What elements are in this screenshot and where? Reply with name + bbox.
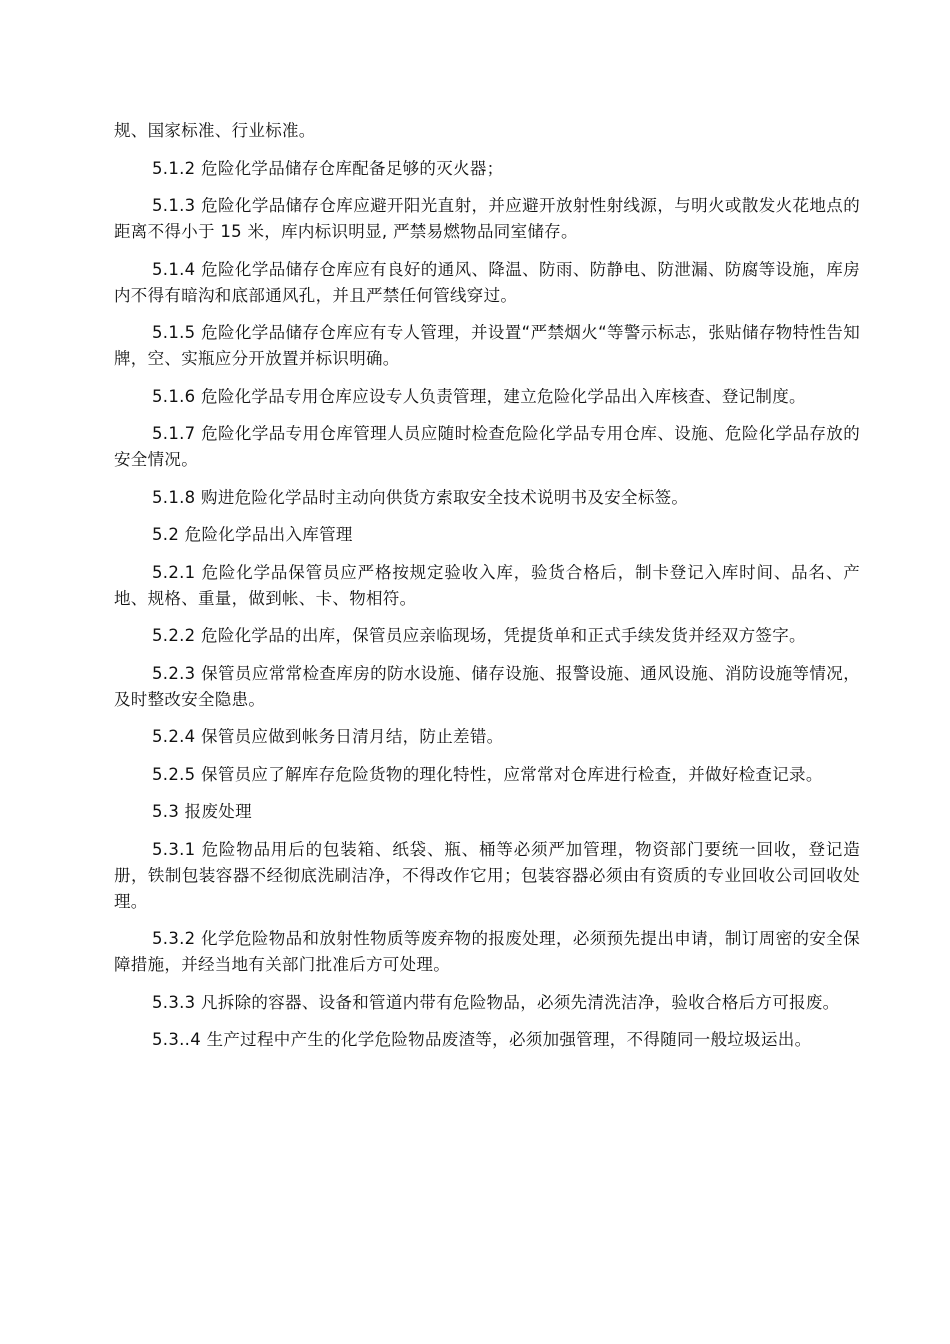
paragraph-5-1-2: 5.1.2 危险化学品储存仓库配备足够的灭火器； [152,158,504,178]
paragraph-5-2-5: 5.2.5 保管员应了解库存危险货物的理化特性，应常常对仓库进行检查，并做好检查记录。 [152,764,823,784]
paragraph-5-3-4: 5.3..4 生产过程中产生的化学危险物品废渣等，必须加强管理，不得随同一般垃圾运出。 [152,1030,812,1049]
paragraph-5-3-3: 5.3.3 凡拆除的容器、设备和管道内带有危险物品，必须先清洗洁净，验收合格后方可报废。 [152,992,840,1012]
paragraph-5-2-3: 5.2.3 保管员应常常检查库房的防水设施、储存设施、报警设施、通风设施、消防设施等情况，及时整改安全隐患。 [114,663,860,709]
paragraph-0: 规、国家标准、行业标准。 [114,121,316,140]
paragraph-5-1-8: 5.1.8 购进危险化学品时主动向供货方索取安全技术说明书及安全标签。 [152,487,689,507]
paragraph-5-3-1: 5.3.1 危险物品用后的包装箱、纸袋、瓶、桶等必须严加管理，物资部门要统一回收，登记造册，铁制包装容器不经彻底洗刷洁净，不得改作它用；包装容器必须由有资质的专业回收公司回收处理。 [114,839,860,911]
paragraph-5-1-5: 5.1.5 危险化学品储存仓库应有专人管理，并设置“严禁烟火“等警示标志，张贴储存物特性告知牌，空、实瓶应分开放置并标识明确。 [114,323,860,368]
paragraph-5-1-3: 5.1.3 危险化学品储存仓库应避开阳光直射，并应避开放射性射线源，与明火或散发火花地点的距离不得小于 15 米，库内标识明显, 严禁易燃物品同室储存。 [114,196,860,241]
paragraph-5-1-4: 5.1.4 危险化学品储存仓库应有良好的通风、降温、防雨、防静电、防泄漏、防腐等设施，库房内不得有暗沟和底部通风孔，并且严禁任何管线穿过。 [114,259,860,305]
paragraph-5-1-6: 5.1.6 危险化学品专用仓库应设专人负责管理，建立危险化学品出入库核查、登记制度。 [152,386,806,406]
paragraph-5-2-2: 5.2.2 危险化学品的出库，保管员应亲临现场，凭提货单和正式手续发货并经双方签字。 [152,626,806,645]
paragraph-5-3-2: 5.3.2 化学危险物品和放射性物质等废弃物的报废处理，必须预先提出申请，制订周密的安全保障措施，并经当地有关部门批准后方可处理。 [114,929,860,974]
paragraph-5-2-1: 5.2.1 危险化学品保管员应严格按规定验收入库，验货合格后，制卡登记入库时间、品名、产地、规格、重量，做到帐、卡、物相符。 [114,562,860,608]
section-heading-5-2: 5.2 危险化学品出入库管理 [152,525,353,544]
section-heading-5-3: 5.3 报废处理 [152,802,252,821]
paragraph-5-1-7: 5.1.7 危险化学品专用仓库管理人员应随时检查危险化学品专用仓库、设施、危险化学品存放的安全情况。 [114,424,860,469]
paragraph-5-2-4: 5.2.4 保管员应做到帐务日清月结，防止差错。 [152,727,504,746]
document-page [114,118,860,1065]
